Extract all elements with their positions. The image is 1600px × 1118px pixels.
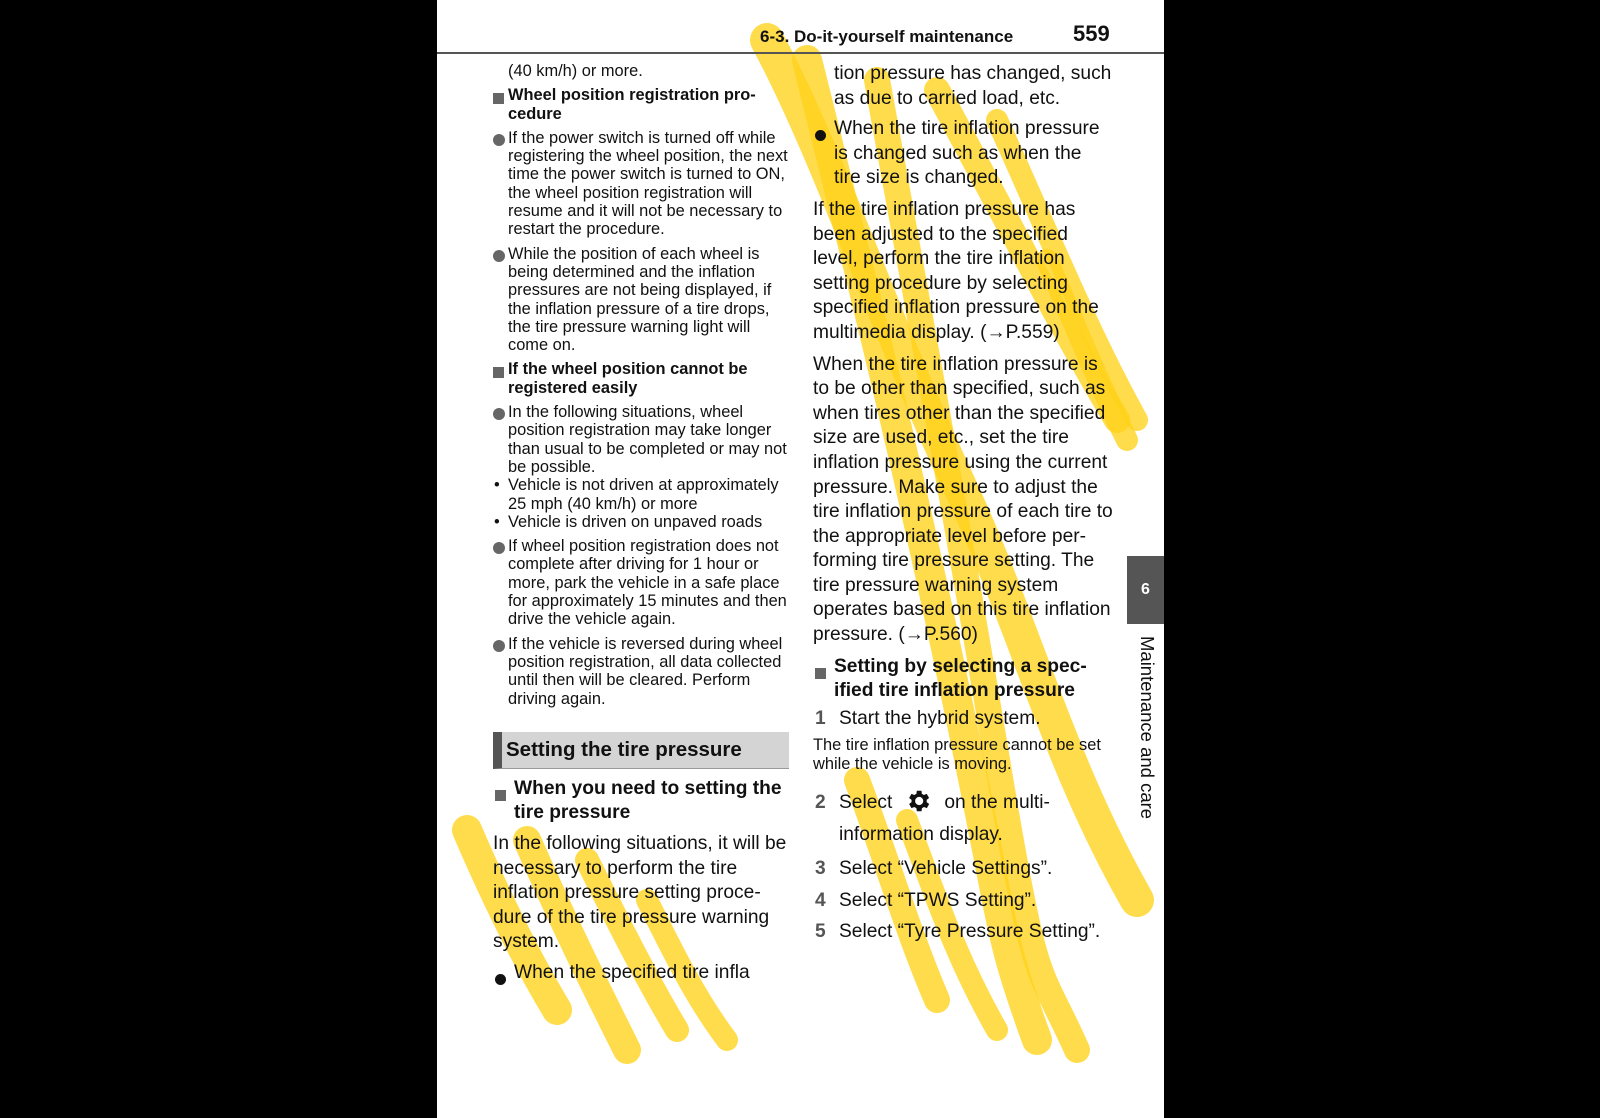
note-item: In the following situations, wheel position registration may take longer than usual to be completed or may not be possible. — [493, 403, 789, 476]
note-item: If the vehicle is reversed during wheel position registration, all data collected until then will be cleared. Perform driving again. — [493, 635, 789, 708]
chapter-tab: 6 — [1127, 556, 1164, 624]
section-title-box — [493, 732, 789, 769]
bullet-item: When the tire inflation pressure is changed such as when the tire size is changed. — [813, 117, 1113, 191]
step-item: 3 Select “Vehicle Settings”. — [813, 857, 1113, 882]
square-bullet-icon — [815, 662, 826, 687]
paragraph: When the tire inflation pressure is to be other than specified, such as when tires other than the specified size are used, etc., set the tire inflation pressure using the current pressure. Make sure to adjust the tire inflation pressure of each tire to the appropriate level before performing tire pressure setting. The tire pressure warning system operates based on this tire inflation pressure. (→P.560) — [813, 353, 1113, 646]
circle-bullet-icon — [493, 132, 505, 150]
circle-bullet-icon — [493, 248, 505, 266]
small-bullet-icon: • — [494, 476, 500, 495]
step-item: 2 Select on the multi-information display. — [813, 787, 1113, 851]
circle-bullet-icon — [493, 540, 505, 558]
paragraph: In the following situations, it will be necessary to perform the tire inflation pressure setting procedure of the tire pressure warning system. — [493, 832, 787, 953]
sub-bullet-item: • Vehicle is not driven at approximately 25 mph (40 km/h) or more — [494, 476, 779, 513]
subheading-specified-pressure: Setting by selecting a specified tire inflation pressure — [813, 655, 1113, 704]
step-item: 1 Start the hybrid system. — [813, 707, 1113, 732]
small-bullet-icon: • — [494, 512, 500, 531]
section-title: Setting the tire pressure — [506, 737, 742, 761]
step-number: 4 — [815, 889, 826, 911]
bullet-item: When the specified tire infla — [493, 961, 789, 986]
circle-bullet-icon — [493, 638, 505, 656]
step-note: The tire inflation pressure cannot be set while the vehicle is moving. — [813, 736, 1101, 773]
paragraph: If the tire inflation pressure has been adjusted to the specified level, perform the tire inflation setting procedure by selecting specified inflation pressure on the multimedia display. (→P.559) — [813, 198, 1099, 343]
step-number: 3 — [815, 858, 826, 880]
subheading-registration-procedure: Wheel position registration procedure — [493, 86, 789, 123]
step-item: 5 Select “Tyre Pressure Setting”. — [813, 920, 1113, 945]
gear-icon — [898, 789, 938, 813]
bullet-continuation: tion pressure has changed, such as due to carried load, etc. — [834, 63, 1112, 109]
note-item: If wheel position registration does not complete after driving for 1 hour or more, park the vehicle in a safe place for approximately 15 minutes and then drive the vehicle again. — [493, 537, 789, 628]
black-bullet-icon — [495, 968, 506, 993]
step-number: 2 — [815, 792, 826, 814]
chapter-title: Maintenance and care — [1137, 636, 1158, 820]
square-bullet-icon — [493, 364, 504, 382]
note-item: If the power switch is turned off while registering the wheel position, the next time the power switch is turned to ON, the wheel position registration will resume and it will not be necessary to restart the procedure. — [493, 129, 789, 239]
step-number: 5 — [815, 921, 826, 943]
note-item: While the position of each wheel is being determined and the inflation pressures are not being displayed, if the inflation pressure of a tire drops, the tire pressure warning light will come on. — [493, 245, 789, 355]
section-header: 6-3. Do-it-yourself maintenance — [760, 27, 1014, 46]
header-divider — [437, 52, 1164, 54]
step-number: 1 — [815, 707, 826, 729]
right-column — [813, 62, 1113, 945]
square-bullet-icon — [493, 90, 504, 108]
page-number: 559 — [1073, 21, 1110, 46]
black-bullet-icon — [815, 124, 826, 149]
step-item: 4 Select “TPWS Setting”. — [813, 889, 1113, 914]
circle-bullet-icon — [493, 406, 505, 424]
left-column — [493, 62, 789, 986]
subheading-when-needed: When you need to setting the tire pressure — [493, 777, 789, 826]
subheading-cannot-register: If the wheel position cannot be registered easily — [493, 360, 789, 397]
square-bullet-icon — [495, 784, 506, 809]
sub-bullet-item: • Vehicle is driven on unpaved roads — [494, 512, 763, 531]
continued-text: (40 km/h) or more. — [508, 62, 643, 80]
manual-page — [437, 0, 1164, 1118]
